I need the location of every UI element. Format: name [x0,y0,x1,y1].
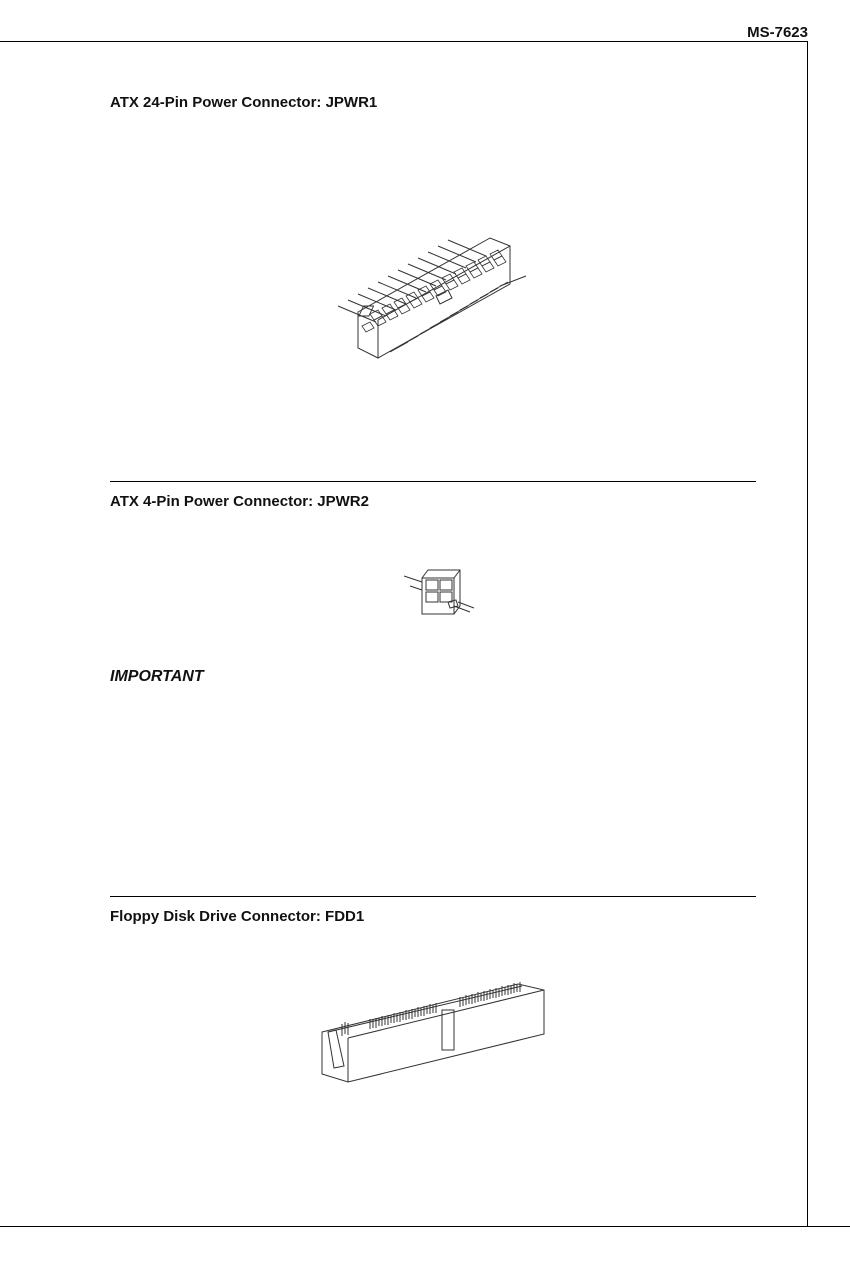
header-rule [0,41,808,42]
atx-4pin-connector-figure [400,562,480,622]
section-title-jpwr2: ATX 4-Pin Power Connector: JPWR2 [110,493,369,510]
section-divider-1 [110,481,756,482]
model-number: MS-7623 [747,24,808,41]
important-notice-title: IMPORTANT [110,668,204,685]
footer-rule [0,1226,850,1227]
section-title-jpwr1: ATX 24-Pin Power Connector: JPWR1 [110,94,378,111]
section-title-fdd1: Floppy Disk Drive Connector: FDD1 [110,908,365,925]
page-right-border [807,41,808,1226]
atx-24pin-connector-figure [330,230,540,360]
floppy-connector-figure [318,982,550,1086]
section-divider-2 [110,896,756,897]
